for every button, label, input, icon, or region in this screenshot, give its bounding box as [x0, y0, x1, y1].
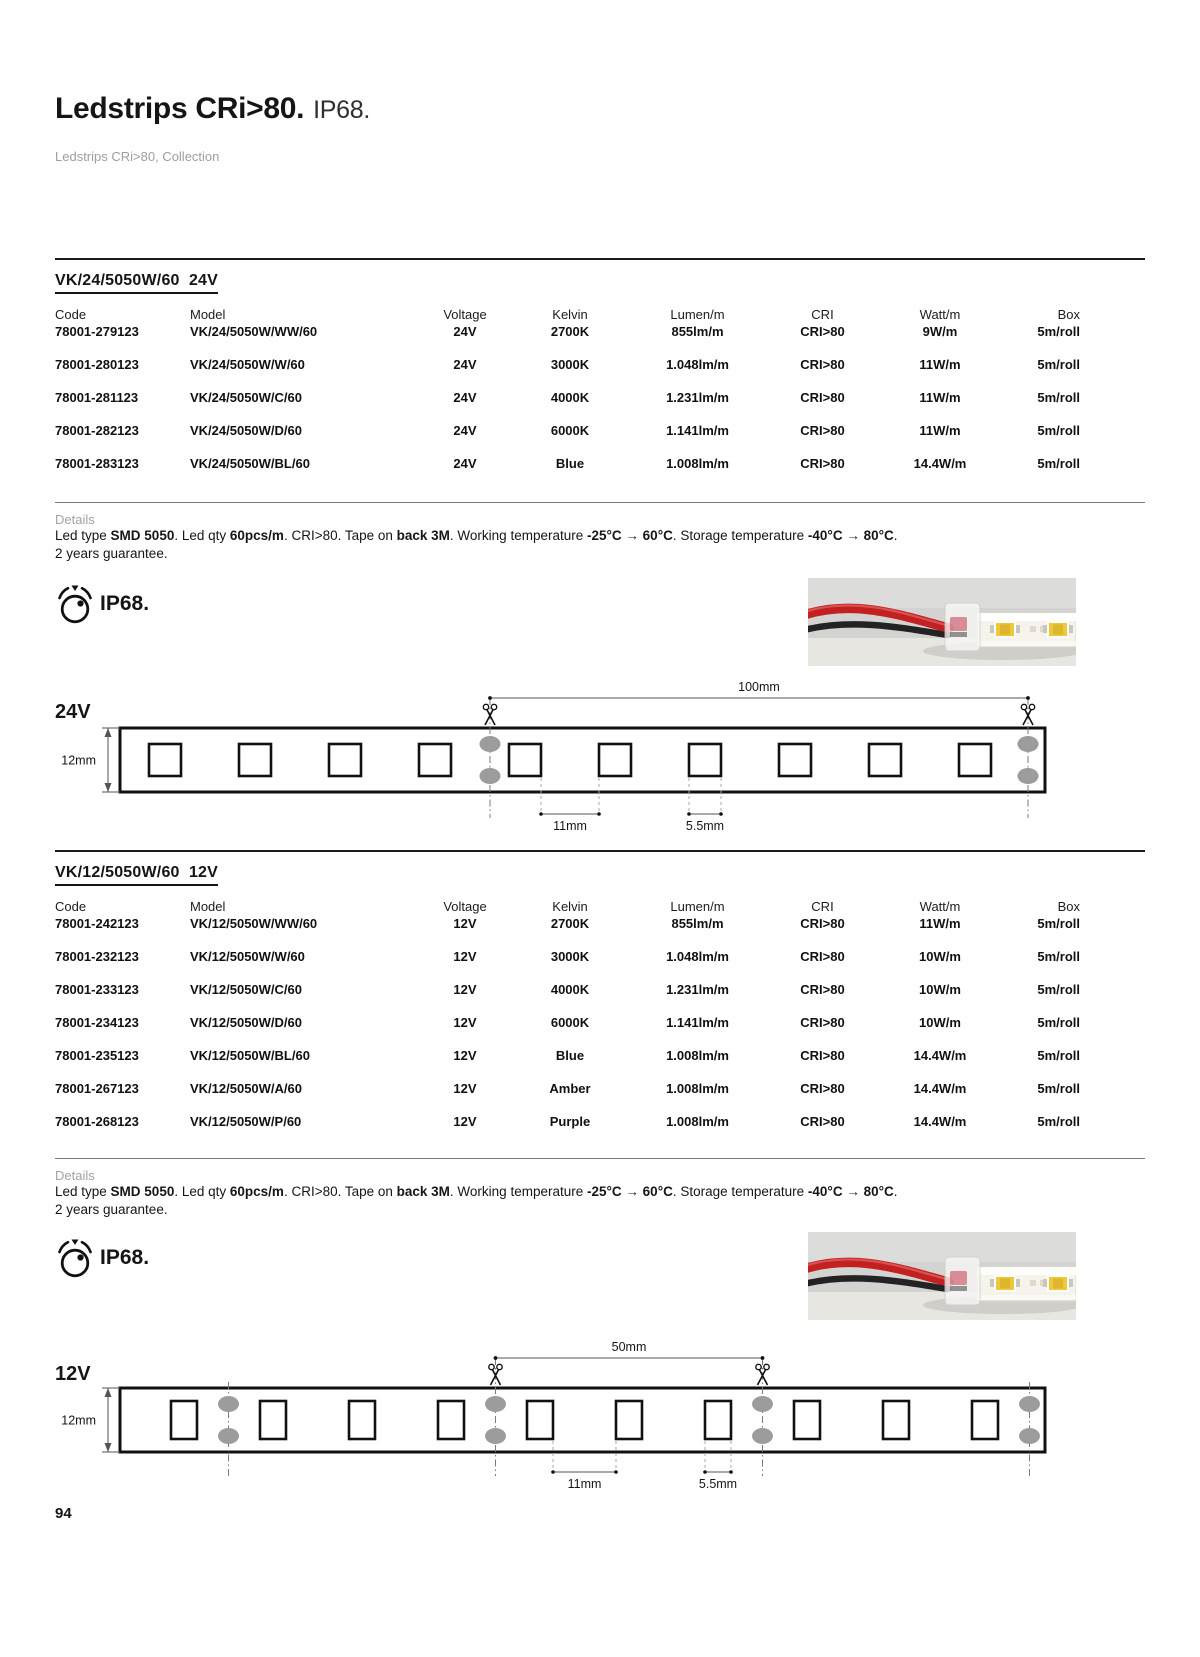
table-cell: 5m/roll — [1037, 1081, 1080, 1096]
dial-dot — [77, 600, 83, 606]
details-segment: . Storage temperature — [672, 1184, 808, 1199]
dimension-diagram-12v — [40, 1336, 1160, 1504]
table-cell: VK/12/5050W/W/60 — [190, 949, 305, 964]
details-segment: -25°C — [586, 1184, 622, 1199]
table-cell: 78001-233123 — [55, 982, 139, 997]
table-header-row — [55, 899, 1080, 916]
table-cell: VK/12/5050W/BL/60 — [190, 1048, 310, 1063]
table-cell: 11W/m — [919, 916, 961, 931]
table-cell: 11W/m — [919, 390, 961, 405]
table-cell: 12V — [453, 916, 477, 931]
dimension-endpoint — [719, 812, 723, 816]
column-header: Voltage — [443, 899, 487, 914]
table-cell: 10W/m — [919, 982, 961, 997]
table-cell: VK/24/5050W/D/60 — [190, 423, 303, 438]
table-cell: 855lm/m — [671, 324, 724, 339]
details-segment: . Led qty — [174, 528, 230, 543]
table-row — [55, 916, 1080, 949]
table-cell: 5m/roll — [1037, 1048, 1080, 1063]
connector-red-core — [950, 617, 967, 631]
led-chip — [239, 744, 271, 776]
led-chip — [260, 1401, 286, 1439]
page-title-ip-rating: IP68. — [313, 96, 371, 124]
solder-pad — [480, 768, 501, 784]
table-cell: VK/12/5050W/P/60 — [190, 1114, 302, 1129]
solder-pad — [1019, 1428, 1040, 1444]
table-cell: 14.4W/m — [913, 1114, 967, 1129]
table-cell: 1.008lm/m — [666, 1081, 729, 1096]
ip68-dial-icon — [55, 1236, 95, 1278]
table-row — [55, 456, 1080, 489]
table-cell: CRI>80 — [800, 982, 845, 997]
details-segment: -25°C — [586, 528, 622, 543]
led-chip — [869, 744, 901, 776]
scissors-icon — [1021, 704, 1034, 725]
table-cell: 6000K — [550, 423, 590, 438]
strip-gloss — [977, 641, 1076, 646]
photo-backdrop — [808, 1232, 1076, 1262]
led-width-dimension-label: 5.5mm — [698, 1477, 738, 1491]
table-cell: 11W/m — [919, 423, 961, 438]
table-row — [55, 390, 1080, 423]
height-dimension-label: 12mm — [61, 753, 96, 768]
details-segment: -40°C — [807, 1184, 843, 1199]
table-cell: Purple — [549, 1114, 591, 1129]
table-cell: 10W/m — [919, 1015, 961, 1030]
led-chip — [616, 1401, 642, 1439]
details-segment: 60°C — [642, 1184, 673, 1199]
led-chip — [794, 1401, 820, 1439]
connector-black-core — [950, 632, 967, 637]
details-segment: → — [621, 528, 643, 543]
ip68-dial-icon — [55, 582, 95, 624]
dimension-endpoint — [729, 1470, 733, 1474]
table-cell: 78001-268123 — [55, 1114, 139, 1129]
table-cell: 1.008lm/m — [666, 456, 729, 471]
product-photo-ledstrip-24v — [808, 578, 1076, 666]
solder-pad — [480, 736, 501, 752]
dial-pointer — [72, 586, 79, 592]
solder-pad — [1018, 736, 1039, 752]
led-chip — [349, 1401, 375, 1439]
led-die — [1000, 1279, 1010, 1289]
column-header: Box — [1057, 899, 1080, 914]
led-chip — [149, 744, 181, 776]
table-cell: 5m/roll — [1037, 916, 1080, 931]
column-header: Kelvin — [552, 899, 588, 914]
connector-red-core — [950, 1271, 967, 1285]
details-segment: → — [842, 528, 864, 543]
page-title-main: Ledstrips CRi>80. — [55, 92, 305, 125]
table-cell: 12V — [453, 1048, 477, 1063]
led-chip — [883, 1401, 909, 1439]
table-cell: 12V — [453, 1114, 477, 1129]
table-cell: 24V — [453, 390, 477, 405]
table-cell: 12V — [453, 1081, 477, 1096]
led-width-dimension-label: 5.5mm — [685, 819, 725, 833]
details-segment: 60pcs/m — [229, 528, 284, 543]
led-contact — [1069, 625, 1073, 633]
page-title — [55, 92, 370, 126]
guarantee-text: 2 years guarantee. — [55, 546, 168, 561]
table-cell: 2700K — [550, 916, 590, 931]
details-segment: . Working temperature — [449, 1184, 587, 1199]
table-cell: VK/12/5050W/A/60 — [190, 1081, 303, 1096]
dimension-endpoint — [687, 812, 691, 816]
column-header: Model — [190, 899, 226, 914]
voltage-label: 12V — [55, 1363, 91, 1385]
table-cell: 24V — [453, 357, 477, 372]
section-divider — [55, 258, 1145, 260]
details-segment: SMD 5050 — [110, 528, 175, 543]
details-segment: . CRI>80. Tape on — [283, 1184, 397, 1199]
column-header: CRI — [811, 899, 834, 914]
dimension-endpoint — [614, 1470, 618, 1474]
solder-pad — [752, 1428, 773, 1444]
table-cell: CRI>80 — [800, 1114, 845, 1129]
led-chip — [419, 744, 451, 776]
column-header: Box — [1057, 307, 1080, 322]
led-chip — [329, 744, 361, 776]
details-segment: 60°C — [642, 528, 673, 543]
table-cell: 1.008lm/m — [666, 1114, 729, 1129]
dimension-endpoint — [488, 696, 492, 700]
page-number: 94 — [55, 1505, 72, 1522]
table-cell: 4000K — [550, 982, 590, 997]
solder-pad — [485, 1396, 506, 1412]
voltage-label: 24V — [55, 701, 91, 723]
led-contact — [990, 1279, 994, 1287]
dial-pointer — [72, 1240, 79, 1246]
table-cell: CRI>80 — [800, 949, 845, 964]
dimension-endpoint — [597, 812, 601, 816]
details-label: Details — [55, 512, 95, 527]
led-chip — [689, 744, 721, 776]
table-cell: 5m/roll — [1037, 1114, 1080, 1129]
dimension-endpoint — [539, 812, 543, 816]
table-cell: 78001-234123 — [55, 1015, 139, 1030]
led-contact — [1069, 1279, 1073, 1287]
pcb-mark — [1040, 626, 1043, 632]
details-divider — [55, 502, 1145, 503]
dial-dot — [77, 1254, 83, 1260]
connector-black-core — [950, 1286, 967, 1291]
pcb-mark — [1040, 1280, 1043, 1286]
led-chip — [779, 744, 811, 776]
table-cell: 78001-235123 — [55, 1048, 139, 1063]
table-cell: 5m/roll — [1037, 423, 1080, 438]
details-segment: SMD 5050 — [110, 1184, 175, 1199]
led-chip — [438, 1401, 464, 1439]
details-segment: . Led qty — [174, 1184, 230, 1199]
details-segment: 80°C — [863, 528, 894, 543]
gap-dimension-label: 11mm — [567, 1477, 602, 1491]
table-row — [55, 1081, 1080, 1114]
details-segment: . — [893, 528, 898, 543]
details-segment: 60pcs/m — [229, 1184, 284, 1199]
table-cell: 9W/m — [922, 324, 958, 339]
table-row — [55, 949, 1080, 982]
solder-pad — [485, 1428, 506, 1444]
table-cell: 5m/roll — [1037, 456, 1080, 471]
table-cell: CRI>80 — [800, 456, 845, 471]
product-table-24v — [55, 307, 1080, 489]
table-cell: VK/12/5050W/WW/60 — [190, 916, 318, 931]
table-cell: VK/12/5050W/D/60 — [190, 1015, 303, 1030]
solder-pad — [218, 1428, 239, 1444]
table-cell: 78001-282123 — [55, 423, 139, 438]
table-cell: 2700K — [550, 324, 590, 339]
arrow-up — [105, 1388, 112, 1397]
table-cell: 78001-281123 — [55, 390, 139, 405]
table-row — [55, 1114, 1080, 1147]
section-divider — [55, 850, 1145, 852]
scissors-icon — [489, 1364, 502, 1385]
table-row — [55, 1015, 1080, 1048]
table-cell: Blue — [555, 1048, 585, 1063]
table-cell: 78001-279123 — [55, 324, 139, 339]
table-row — [55, 324, 1080, 357]
details-segment: 80°C — [863, 1184, 894, 1199]
table-cell: 5m/roll — [1037, 949, 1080, 964]
table-cell: 78001-242123 — [55, 916, 139, 931]
table-row — [55, 357, 1080, 390]
height-dimension-label: 12mm — [61, 1413, 96, 1428]
led-chip — [527, 1401, 553, 1439]
section-heading-24v: VK/24/5050W/60 24V — [55, 272, 218, 294]
scissors-icon — [483, 704, 496, 725]
led-die — [1053, 625, 1063, 635]
details-segment: -40°C — [807, 528, 843, 543]
table-cell: VK/12/5050W/C/60 — [190, 982, 303, 997]
table-cell: 3000K — [550, 949, 590, 964]
table-cell: CRI>80 — [800, 423, 845, 438]
dimension-diagram-24v — [40, 672, 1160, 848]
guarantee-text: 2 years guarantee. — [55, 1202, 168, 1217]
table-cell: 24V — [453, 324, 477, 339]
column-header: Model — [190, 307, 226, 322]
table-cell: 14.4W/m — [913, 1048, 967, 1063]
table-cell: 12V — [453, 949, 477, 964]
table-cell: 5m/roll — [1037, 982, 1080, 997]
span-dimension-label: 100mm — [738, 680, 780, 694]
table-cell: 6000K — [550, 1015, 590, 1030]
table-cell: 10W/m — [919, 949, 961, 964]
details-segment: . Storage temperature — [672, 528, 808, 543]
table-cell: 78001-267123 — [55, 1081, 139, 1096]
solder-pad — [1018, 768, 1039, 784]
table-cell: 5m/roll — [1037, 357, 1080, 372]
column-header: Lumen/m — [670, 307, 725, 322]
arrow-up — [105, 728, 112, 737]
dimension-endpoint — [494, 1356, 498, 1360]
arrow-down — [105, 1443, 112, 1452]
column-header: Code — [55, 899, 87, 914]
table-cell: CRI>80 — [800, 1015, 845, 1030]
product-table-12v — [55, 899, 1080, 1147]
gap-dimension-label: 11mm — [553, 819, 587, 833]
dimension-endpoint — [1026, 696, 1030, 700]
table-cell: 12V — [453, 1015, 477, 1030]
column-header: Watt/m — [919, 307, 961, 322]
led-contact — [1043, 625, 1047, 633]
column-header: CRI — [811, 307, 834, 322]
led-chip — [705, 1401, 731, 1439]
table-cell: 24V — [453, 456, 477, 471]
table-cell: CRI>80 — [800, 1048, 845, 1063]
details-segment: back 3M — [396, 528, 450, 543]
strip-gloss — [977, 1267, 1076, 1275]
table-row — [55, 423, 1080, 456]
led-contact — [1043, 1279, 1047, 1287]
table-cell: 1.231lm/m — [666, 982, 729, 997]
table-cell: 14.4W/m — [913, 1081, 967, 1096]
arrow-down — [105, 783, 112, 792]
table-cell: 1.008lm/m — [666, 1048, 729, 1063]
strip-gloss — [977, 1295, 1076, 1300]
table-header-row — [55, 307, 1080, 324]
product-photo-ledstrip-12v — [808, 1232, 1076, 1320]
strip-gloss — [977, 613, 1076, 621]
table-cell: 1.141lm/m — [666, 1015, 729, 1030]
led-chip — [171, 1401, 197, 1439]
table-cell: Amber — [549, 1081, 591, 1096]
table-cell: 1.141lm/m — [666, 423, 729, 438]
table-cell: CRI>80 — [800, 390, 845, 405]
span-dimension-label: 50mm — [611, 1340, 647, 1354]
details-segment: → — [842, 1184, 864, 1199]
details-segment: . CRI>80. Tape on — [283, 528, 397, 543]
led-chip — [599, 744, 631, 776]
pcb-mark — [1030, 626, 1036, 632]
table-cell: VK/24/5050W/C/60 — [190, 390, 303, 405]
table-cell: 78001-232123 — [55, 949, 139, 964]
details-segment: . — [893, 1184, 898, 1199]
table-cell: CRI>80 — [800, 357, 845, 372]
table-cell: 78001-280123 — [55, 357, 139, 372]
table-cell: 5m/roll — [1037, 324, 1080, 339]
details-segment: back 3M — [396, 1184, 450, 1199]
table-cell: CRI>80 — [800, 1081, 845, 1096]
table-cell: VK/24/5050W/W/60 — [190, 357, 305, 372]
scissors-icon — [756, 1364, 769, 1385]
section-heading-12v: VK/12/5050W/60 12V — [55, 864, 218, 886]
solder-pad — [752, 1396, 773, 1412]
details-label: Details — [55, 1168, 95, 1183]
dimension-endpoint — [761, 1356, 765, 1360]
photo-backdrop — [808, 578, 1076, 608]
column-header: Lumen/m — [670, 899, 725, 914]
table-cell: 11W/m — [919, 357, 961, 372]
ip68-label: IP68. — [100, 1246, 150, 1269]
details-divider — [55, 1158, 1145, 1159]
dimension-endpoint — [551, 1470, 555, 1474]
led-chip — [959, 744, 991, 776]
details-text — [55, 1184, 1115, 1199]
details-text — [55, 528, 1115, 543]
led-contact — [990, 625, 994, 633]
table-cell: 5m/roll — [1037, 390, 1080, 405]
table-cell: VK/24/5050W/WW/60 — [190, 324, 318, 339]
led-chip — [509, 744, 541, 776]
table-cell: 1.048lm/m — [666, 357, 729, 372]
details-segment: . Working temperature — [449, 528, 587, 543]
table-cell: 1.231lm/m — [666, 390, 729, 405]
details-segment: Led type — [55, 1184, 111, 1199]
table-cell: 5m/roll — [1037, 1015, 1080, 1030]
led-chip — [972, 1401, 998, 1439]
led-die — [1053, 1279, 1063, 1289]
pcb-mark — [1030, 1280, 1036, 1286]
details-segment: Led type — [55, 528, 111, 543]
table-cell: CRI>80 — [800, 324, 845, 339]
led-contact — [1016, 1279, 1020, 1287]
table-cell: 3000K — [550, 357, 590, 372]
column-header: Code — [55, 307, 87, 322]
dimension-endpoint — [703, 1470, 707, 1474]
table-cell: 78001-283123 — [55, 456, 139, 471]
column-header: Voltage — [443, 307, 487, 322]
table-cell: 855lm/m — [671, 916, 724, 931]
led-contact — [1016, 625, 1020, 633]
table-cell: 1.048lm/m — [666, 949, 729, 964]
table-cell: 4000K — [550, 390, 590, 405]
table-cell: VK/24/5050W/BL/60 — [190, 456, 310, 471]
table-row — [55, 982, 1080, 1015]
table-cell: 14.4W/m — [913, 456, 967, 471]
column-header: Kelvin — [552, 307, 588, 322]
ip68-label: IP68. — [100, 592, 150, 615]
table-row — [55, 1048, 1080, 1081]
details-segment: → — [621, 1184, 643, 1199]
solder-pad — [1019, 1396, 1040, 1412]
page-subtitle: Ledstrips CRi>80, Collection — [55, 149, 220, 164]
led-die — [1000, 625, 1010, 635]
table-cell: 24V — [453, 423, 477, 438]
table-cell: Blue — [555, 456, 585, 471]
column-header: Watt/m — [919, 899, 961, 914]
table-cell: CRI>80 — [800, 916, 845, 931]
table-cell: 12V — [453, 982, 477, 997]
solder-pad — [218, 1396, 239, 1412]
